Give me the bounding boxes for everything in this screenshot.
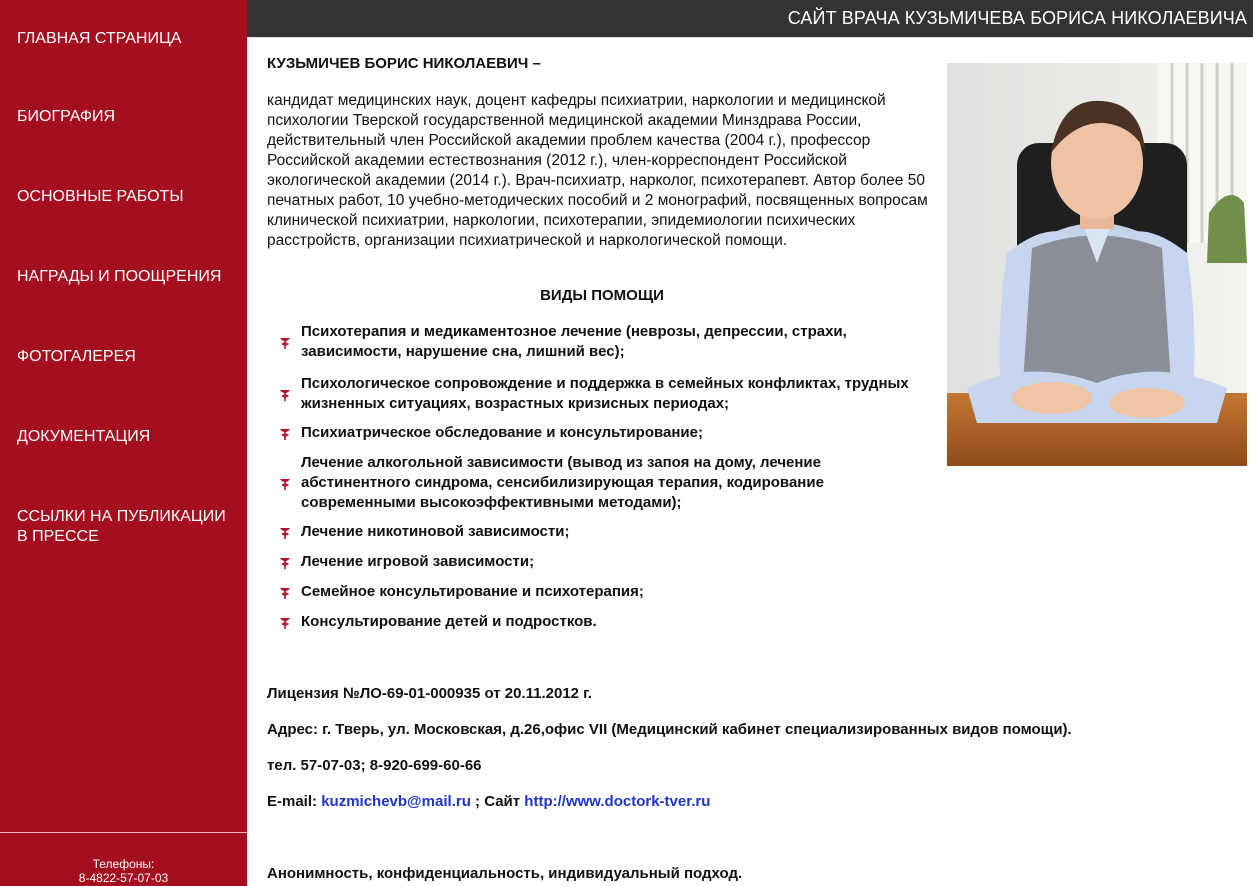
email-link[interactable]: kuzmichevb@mail.ru (321, 793, 471, 810)
sidebar-item-press[interactable]: ССЫЛКИ НА ПУБЛИКАЦИИ В ПРЕССЕ (17, 508, 226, 545)
contact-line (267, 793, 710, 810)
header-divider (247, 37, 1253, 38)
caduceus-icon (277, 614, 293, 630)
doctor-bio: кандидат медицинских наук, доцент кафедры психиатрии, наркологии и медицинской психологии Тверской государственной медицинской академии Минздрава России, действительный член Российской академии проблем качества (2004 г.), профессор Российской академии естествознания (2012 г.), член-корреспондент Российской экологической академии (2014 г.). Врач-психиатр, нарколог, психотерапевт. Автор более 50 печатных работ, 10 учебно-методических пособий и 2 монографий, посвященных вопросам клинической психиатрии, наркологии, психотерапии, эпидемиологии психических расстройств, организации психиатрической и наркологической помощи. (267, 92, 928, 249)
site-title: САЙТ ВРАЧА КУЗЬМИЧЕВА БОРИСА НИКОЛАЕВИЧА (787, 8, 1247, 28)
help-list (277, 322, 937, 642)
caduceus-icon (277, 524, 293, 540)
sidebar-item-gallery[interactable]: ФОТОГАЛЕРЕЯ (17, 348, 136, 365)
list-item (277, 582, 937, 602)
caduceus-icon (277, 425, 293, 441)
list-item (277, 374, 937, 414)
list-item (277, 322, 937, 362)
header-bar (247, 0, 1253, 37)
caduceus-icon (277, 584, 293, 600)
phone-line: тел. 57-07-03; 8-920-699-60-66 (267, 757, 482, 774)
site-link[interactable]: http://www.doctork-tver.ru (524, 793, 711, 810)
sidebar-item-works[interactable]: ОСНОВНЫЕ РАБОТЫ (17, 188, 184, 205)
list-item (277, 522, 937, 542)
help-item-text: Психологическое сопровождение и поддержка в семейных конфликтах, трудных жизненных ситуациях, возрастных кризисных периодах; (301, 375, 909, 412)
help-item-text: Семейное консультирование и психотерапия; (301, 583, 644, 600)
sidebar (0, 0, 247, 886)
sidebar-item-documentation[interactable]: ДОКУМЕНТАЦИЯ (17, 428, 151, 445)
help-item-text: Лечение алкогольной зависимости (вывод из запоя на дому, лечение абстинентного синдрома, сенсибилизирующая терапия, кодирование современными высокоэффективными методами); (301, 454, 824, 511)
help-item-text: Психиатрическое обследование и консультирование; (301, 424, 703, 441)
sidebar-item-home[interactable]: ГЛАВНАЯ СТРАНИЦА (17, 29, 182, 47)
help-item-text: Лечение никотиновой зависимости; (301, 523, 570, 540)
address-line: Адрес: г. Тверь, ул. Московская, д.26,офис VII (Медицинский кабинет специализированных видов помощи). (267, 721, 1072, 738)
phones-label: Телефоны: (92, 857, 155, 871)
list-item (277, 612, 937, 632)
sidebar-item-biography[interactable]: БИОГРАФИЯ (17, 108, 116, 125)
sidebar-divider (0, 832, 247, 833)
help-item-text: Лечение игровой зависимости; (301, 553, 535, 570)
email-label: E-mail: (267, 793, 318, 810)
caduceus-icon (277, 334, 293, 350)
sidebar-phones (0, 857, 247, 885)
sidebar-item-awards[interactable]: НАГРАДЫ И ПООЩРЕНИЯ (17, 268, 222, 285)
caduceus-icon (277, 475, 293, 491)
list-item (277, 552, 937, 572)
phones-number: 8-4822-57-07-03 (78, 871, 169, 885)
help-item-text: Консультирование детей и подростков. (301, 613, 597, 630)
list-item (277, 423, 937, 443)
caduceus-icon (277, 554, 293, 570)
slogan: Анонимность, конфиденциальность, индивидуальный подход. (267, 865, 743, 882)
doctor-photo (947, 63, 1247, 466)
site-label: ; Сайт (475, 793, 521, 810)
caduceus-icon (277, 386, 293, 402)
list-item (277, 453, 861, 513)
license-line: Лицензия №ЛО-69-01-000935 от 20.11.2012 г. (267, 685, 593, 702)
sidebar-nav (0, 0, 247, 577)
help-item-text: Психотерапия и медикаментозное лечение (неврозы, депрессии, страхи, зависимости, нарушение сна, лишний вес); (301, 323, 847, 360)
doctor-name: КУЗЬМИЧЕВ БОРИС НИКОЛАЕВИЧ – (267, 55, 541, 72)
help-title: ВИДЫ ПОМОЩИ (540, 287, 664, 304)
